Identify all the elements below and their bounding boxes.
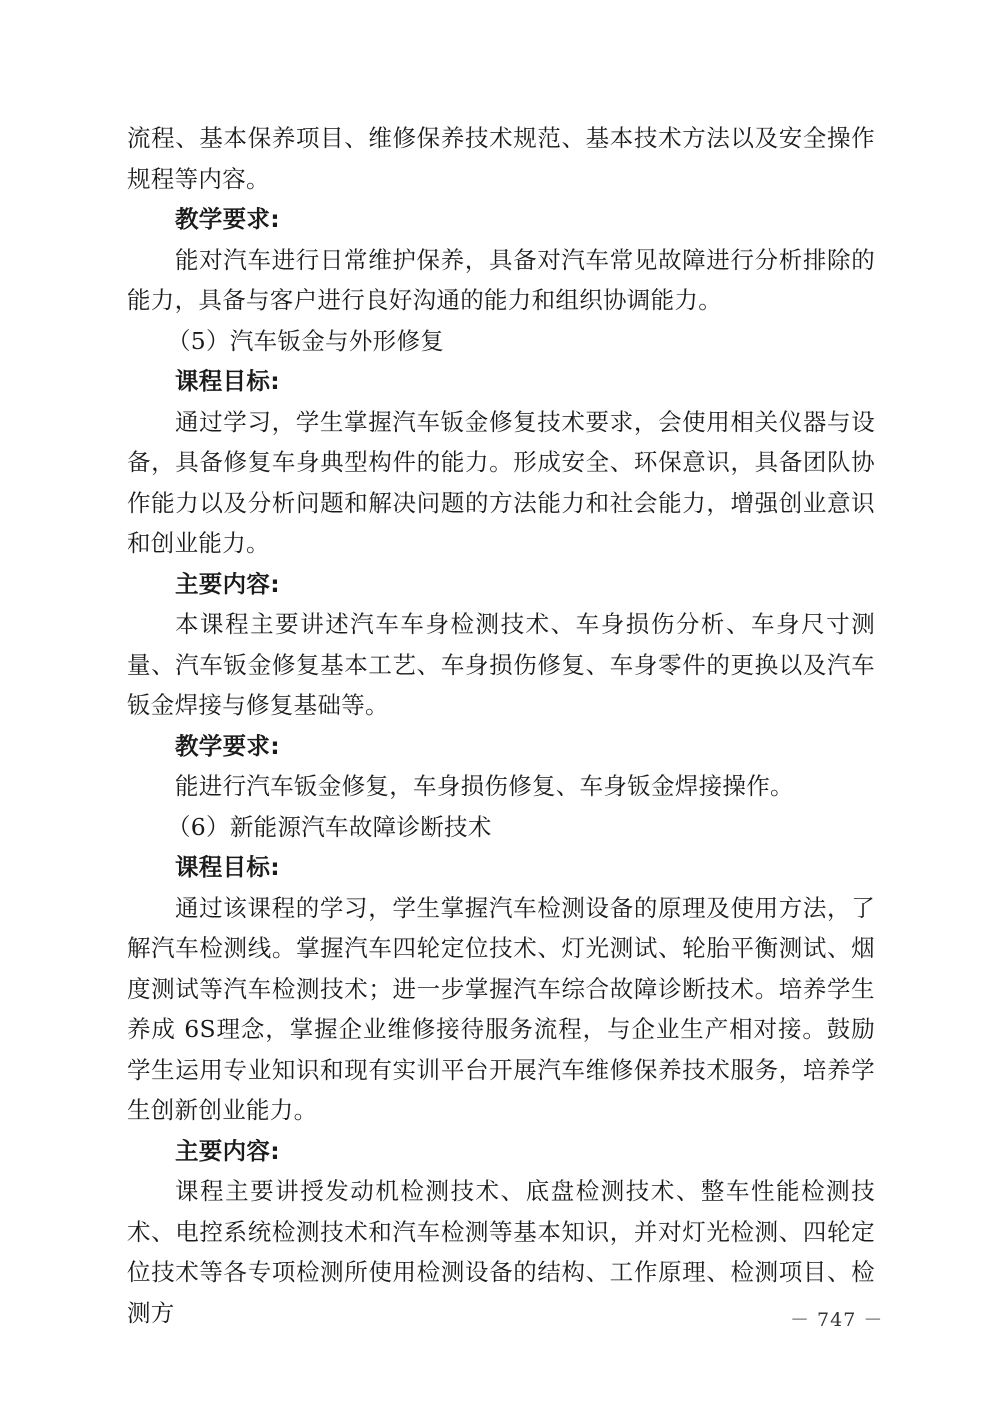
- section-title-new-energy: （6）新能源汽车故障诊断技术: [167, 812, 492, 841]
- paragraph-teaching-requirements-2: 能进行汽车钣金修复，车身损伤修复、车身钣金焊接操作。: [175, 772, 794, 800]
- paragraph-course-objectives: 通过学习，学生掌握汽车钣金修复技术要求，会使用相关仪器与设备，具备修复车身典型构件的能力。形成安全、环保意识，具备团队协作能力以及分析问题和解决问题的方法能力和社会能力，增强创业意识和创业能力。: [127, 407, 875, 557]
- heading-course-objectives: 课程目标:: [175, 367, 280, 395]
- heading-teaching-requirements-2: 教学要求:: [175, 731, 280, 760]
- page-number: － 747 －: [790, 1309, 884, 1331]
- section-title-sheet-metal: （5）汽车钣金与外形修复: [167, 326, 445, 355]
- paragraph-course-objectives-2: 通过该课程的学习，学生掌握汽车检测设备的原理及使用方法，了解汽车检测线。掌握汽车四轮定位技术、灯光测试、轮胎平衡测试、烟度测试等汽车检测技术；进一步掌握汽车综合故障诊断技术。培养学生养成 6S理念，掌握企业维修接待服务流程，与企业生产相对接。鼓励学生运用专业知识和现有实训平台开展汽车维修保养技术服务，培养学生创新创业能力。: [127, 893, 875, 1124]
- heading-main-content: 主要内容:: [175, 569, 280, 598]
- paragraph-teaching-requirements: 能对汽车进行日常维护保养，具备对汽车常见故障进行分析排除的能力，具备与客户进行良好沟通的能力和组织协调能力。: [127, 245, 875, 314]
- paragraph-workflow: 流程、基本保养项目、维修保养技术规范、基本技术方法以及安全操作规程等内容。: [127, 124, 875, 193]
- heading-course-objectives-2: 课程目标:: [175, 853, 280, 881]
- heading-teaching-requirements: 教学要求:: [175, 205, 280, 233]
- paragraph-main-content-2: 课程主要讲授发动机检测技术、底盘检测技术、整车性能检测技术、电控系统检测技术和汽车检测等基本知识，并对灯光检测、四轮定位技术等各专项检测所使用检测设备的结构、工作原理、检测项目、检测方: [127, 1177, 875, 1327]
- document-body: [127, 118, 875, 1333]
- paragraph-main-content: 本课程主要讲述汽车车身检测技术、车身损伤分析、车身尺寸测量、汽车钣金修复基本工艺、车身损伤修复、车身零件的更换以及汽车钣金焊接与修复基础等。: [127, 610, 875, 719]
- heading-main-content-2: 主要内容:: [175, 1136, 280, 1165]
